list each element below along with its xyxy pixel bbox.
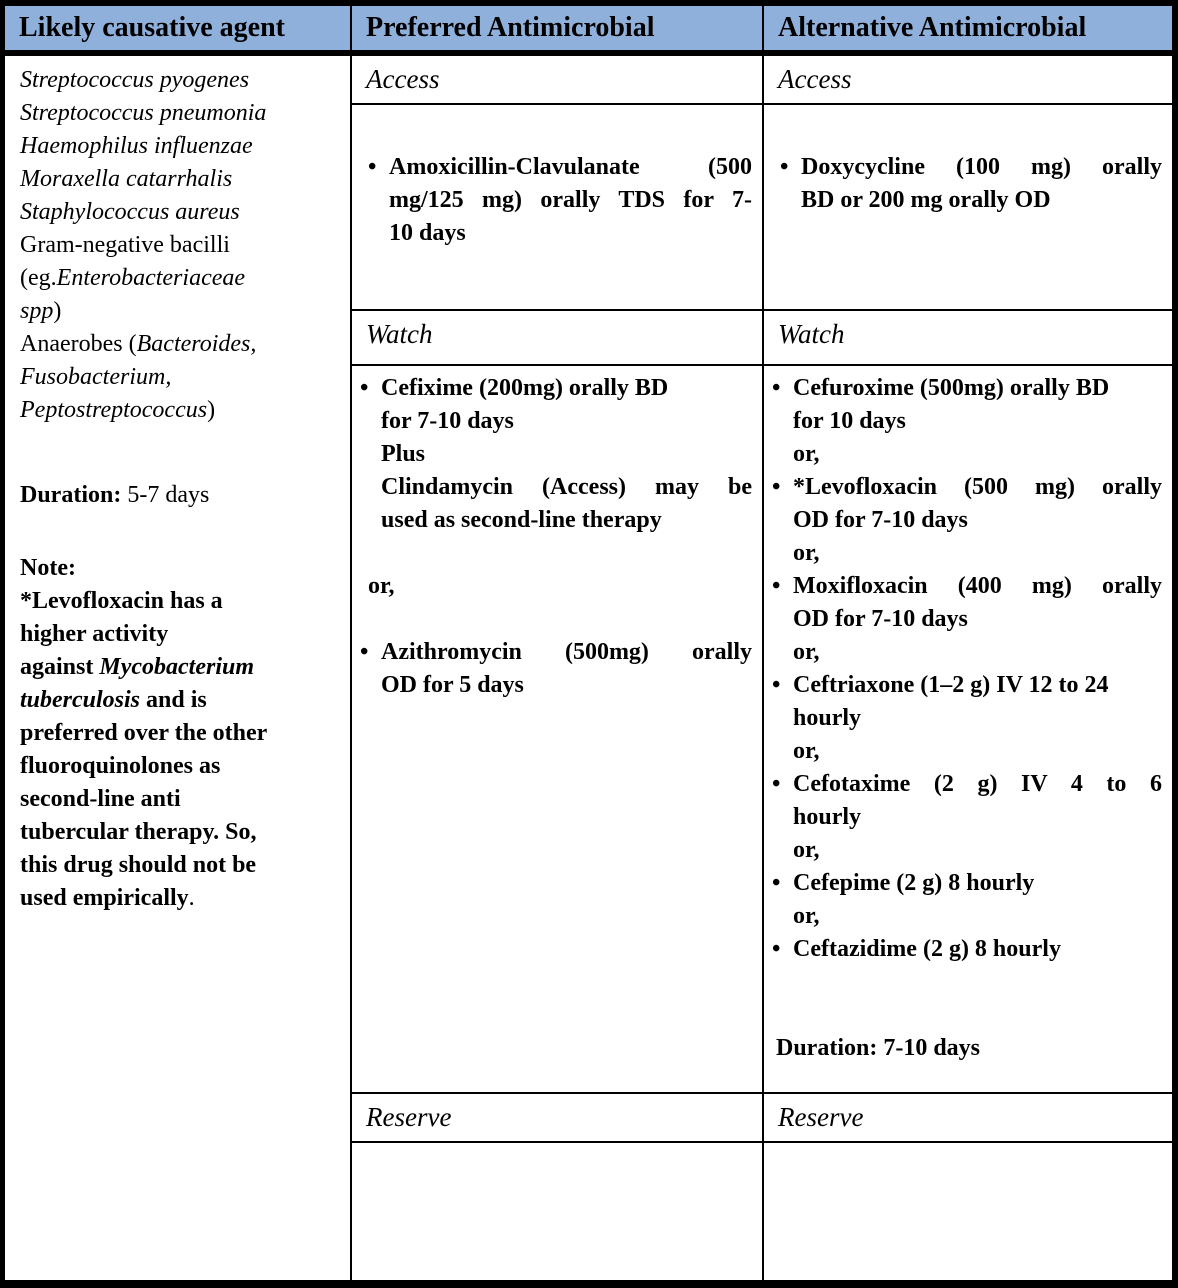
text-line xyxy=(768,1032,1162,1065)
blank-line xyxy=(768,966,1162,1032)
text-segment: or, xyxy=(793,639,820,665)
table-grid xyxy=(5,6,1172,1280)
bullet-item xyxy=(356,372,752,405)
text-segment: Note: xyxy=(20,555,76,581)
alternative-reserve-label: Reserve xyxy=(762,1094,1172,1143)
alternative-reserve-content xyxy=(762,1143,1172,1280)
header-cell-preferred-antimicrobial: Preferred Antimicrobial xyxy=(350,6,762,56)
bullet-item xyxy=(364,151,752,184)
text-line xyxy=(768,735,1162,768)
bullet-item xyxy=(768,867,1162,900)
text-segment: higher activity xyxy=(20,621,169,647)
text-line xyxy=(20,750,338,783)
text-segment: mg/125 mg) orally TDS for 7- xyxy=(389,187,752,213)
text-segment: against xyxy=(20,654,100,680)
blank-line xyxy=(364,111,752,151)
text-segment: used as second-line therapy xyxy=(381,507,662,533)
text-segment: Enterobacteriaceae xyxy=(56,265,246,291)
text-segment: (eg. xyxy=(20,265,57,291)
text-line xyxy=(768,636,1162,669)
text-line xyxy=(20,816,338,849)
bullet-item xyxy=(768,570,1162,603)
text-segment: Cefepime (2 g) 8 hourly xyxy=(793,870,1035,896)
preferred-reserve-label: Reserve xyxy=(350,1094,762,1143)
bullet-item xyxy=(776,151,1162,184)
text-line xyxy=(20,479,338,512)
text-segment: spp xyxy=(20,298,54,324)
blank-line xyxy=(20,512,338,552)
header-cell-causative-agent: Likely causative agent xyxy=(5,6,350,56)
text-line xyxy=(20,64,338,97)
bullet-item xyxy=(768,768,1162,801)
header-cell-alternative-antimicrobial: Alternative Antimicrobial xyxy=(762,6,1172,56)
text-line xyxy=(20,295,338,328)
blank-line xyxy=(20,427,338,479)
text-line xyxy=(20,684,338,717)
text-segment: or, xyxy=(793,738,820,764)
text-line xyxy=(20,849,338,882)
text-segment: second-line anti xyxy=(20,786,181,812)
text-segment: 5-7 days xyxy=(121,482,210,508)
text-segment: for 10 days xyxy=(793,408,906,434)
text-line xyxy=(768,537,1162,570)
bullet-item xyxy=(768,471,1162,504)
bullet-item xyxy=(768,933,1162,966)
causative-agent-cell xyxy=(5,56,350,1280)
text-line xyxy=(20,394,338,427)
text-segment: Cefixime (200mg) orally BD xyxy=(381,375,669,401)
text-line xyxy=(20,361,338,394)
text-line xyxy=(20,97,338,130)
text-line xyxy=(20,196,338,229)
text-segment: and is xyxy=(140,687,207,713)
text-segment: *Levofloxacin has a xyxy=(20,588,223,614)
text-line xyxy=(768,801,1162,834)
text-segment: Peptostreptococcus xyxy=(20,397,208,423)
text-segment: Anaerobes ( xyxy=(20,331,137,357)
text-segment: Fusobacterium, xyxy=(20,364,172,390)
text-line xyxy=(768,504,1162,537)
text-segment: Duration: xyxy=(20,482,122,508)
text-line xyxy=(20,229,338,262)
text-segment: Moraxella catarrhalis xyxy=(20,166,233,192)
text-line xyxy=(20,130,338,163)
preferred-access-label: Access xyxy=(350,56,762,105)
text-line xyxy=(20,328,338,361)
text-segment: Doxycycline (100 mg) orally xyxy=(801,154,1162,180)
text-segment: or, xyxy=(368,573,395,599)
text-line xyxy=(768,405,1162,438)
text-line xyxy=(20,262,338,295)
text-line xyxy=(356,570,752,603)
text-segment: Bacteroides, xyxy=(136,331,257,357)
text-segment: Haemophilus influenzae xyxy=(20,133,253,159)
text-line xyxy=(768,438,1162,471)
text-segment: or, xyxy=(793,903,820,929)
text-segment: ) xyxy=(53,298,62,324)
text-segment: Streptococcus pyogenes xyxy=(20,67,250,93)
text-segment: used empirically xyxy=(20,885,189,911)
text-segment: hourly xyxy=(793,705,862,731)
text-segment: *Levofloxacin (500 mg) orally xyxy=(793,474,1162,500)
bullet-item xyxy=(768,669,1162,702)
preferred-access-content xyxy=(350,105,762,311)
bullet-item xyxy=(356,636,752,669)
text-line xyxy=(776,184,1162,217)
text-segment: Ceftriaxone (1–2 g) IV 12 to 24 xyxy=(793,672,1109,698)
text-segment: Cefotaxime (2 g) IV 4 to 6 xyxy=(793,771,1162,797)
blank-line xyxy=(356,603,752,636)
alternative-watch-content xyxy=(762,366,1172,1094)
text-segment: or, xyxy=(793,441,820,467)
text-line xyxy=(20,882,338,915)
text-line xyxy=(364,217,752,250)
text-segment: or, xyxy=(793,540,820,566)
text-line xyxy=(356,471,752,504)
text-segment: OD for 7-10 days xyxy=(793,507,968,533)
text-line xyxy=(20,552,338,585)
text-segment: Streptococcus pneumonia xyxy=(20,100,267,126)
text-line xyxy=(768,603,1162,636)
blank-line xyxy=(776,111,1162,151)
text-line xyxy=(20,783,338,816)
text-line xyxy=(356,669,752,702)
text-segment: BD or 200 mg orally OD xyxy=(801,187,1051,213)
text-segment: OD for 5 days xyxy=(381,672,524,698)
preferred-watch-content xyxy=(350,366,762,1094)
text-segment: . xyxy=(188,885,195,911)
text-segment: for 7-10 days xyxy=(381,408,514,434)
alternative-access-content xyxy=(762,105,1172,311)
text-segment: hourly xyxy=(793,804,862,830)
text-segment: Plus xyxy=(381,441,426,467)
text-line xyxy=(20,585,338,618)
blank-line xyxy=(356,537,752,570)
text-line xyxy=(768,900,1162,933)
text-segment: Cefuroxime (500mg) orally BD xyxy=(793,375,1110,401)
text-segment: OD for 7-10 days xyxy=(793,606,968,632)
text-line xyxy=(20,163,338,196)
text-segment: 10 days xyxy=(389,220,466,246)
alternative-access-label: Access xyxy=(762,56,1172,105)
text-segment: tuberculosis xyxy=(20,687,141,713)
text-segment: preferred over the other xyxy=(20,720,268,746)
text-segment: Moxifloxacin (400 mg) orally xyxy=(793,573,1162,599)
text-segment: ) xyxy=(207,397,216,423)
text-line xyxy=(356,405,752,438)
text-segment: or, xyxy=(793,837,820,863)
text-line xyxy=(20,717,338,750)
preferred-reserve-content xyxy=(350,1143,762,1280)
text-line xyxy=(20,618,338,651)
text-segment: fluoroquinolones as xyxy=(20,753,221,779)
text-segment: Mycobacterium xyxy=(99,654,254,680)
text-line xyxy=(768,834,1162,867)
alternative-watch-label: Watch xyxy=(762,311,1172,366)
bullet-item xyxy=(768,372,1162,405)
preferred-watch-label: Watch xyxy=(350,311,762,366)
text-line xyxy=(356,504,752,537)
text-segment: tubercular therapy. So, xyxy=(20,819,257,845)
text-segment: Azithromycin (500mg) orally xyxy=(381,639,752,665)
text-segment: Staphylococcus aureus xyxy=(20,199,240,225)
text-line xyxy=(356,438,752,471)
text-segment: Amoxicillin-Clavulanate (500 xyxy=(389,154,752,180)
text-segment: Ceftazidime (2 g) 8 hourly xyxy=(793,936,1061,962)
text-line xyxy=(768,702,1162,735)
text-segment: Duration: 7-10 days xyxy=(776,1035,981,1061)
text-segment: this drug should not be xyxy=(20,852,257,878)
text-line xyxy=(20,651,338,684)
text-segment: Clindamycin (Access) may be xyxy=(381,474,752,500)
text-line xyxy=(364,184,752,217)
text-segment: Gram-negative bacilli xyxy=(20,232,230,258)
